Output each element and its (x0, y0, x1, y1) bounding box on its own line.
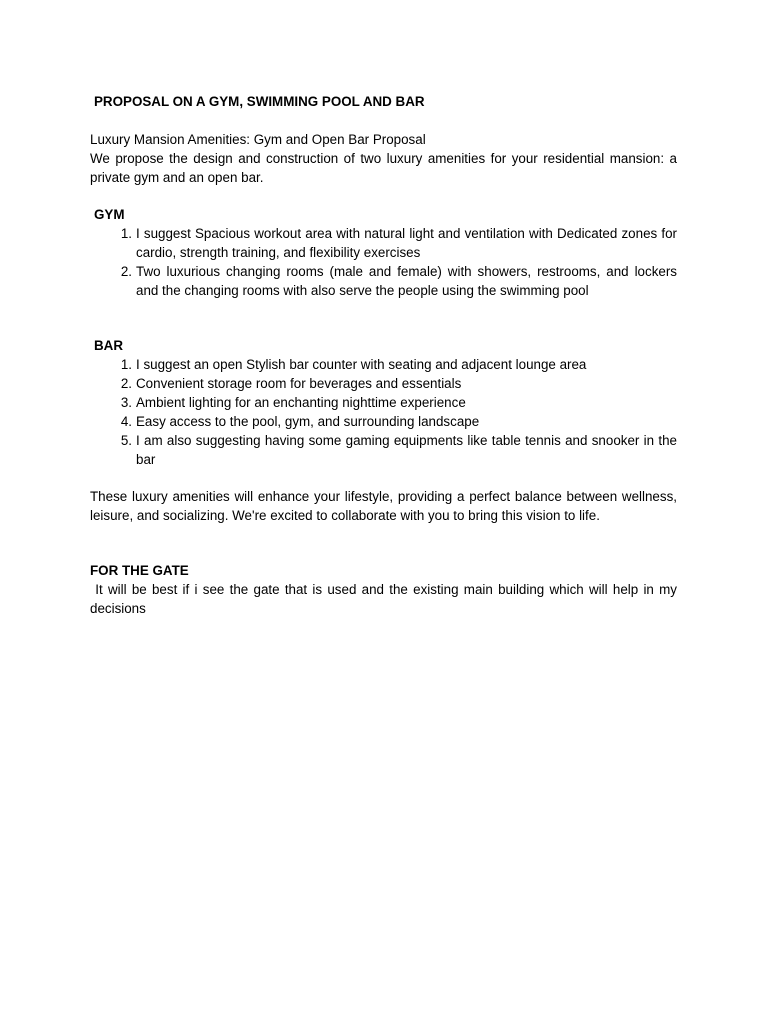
list-number: 3. (120, 395, 132, 410)
list-item (90, 374, 677, 393)
list-item (90, 393, 677, 412)
list-number: 5. (120, 433, 132, 448)
gate-paragraph: It will be best if i see the gate that is used and the existing main building which will help in my decisions (90, 582, 681, 616)
gym-heading: GYM (94, 207, 125, 222)
list-item-text: Easy access to the pool, gym, and surrounding landscape (136, 414, 480, 429)
intro-paragraph: We propose the design and construction of two luxury amenities for your residential mansion: a private gym and an open bar. (90, 151, 677, 185)
list-number: 1. (120, 226, 132, 241)
list-item-text: I suggest an open Stylish bar counter with seating and adjacent lounge area (136, 357, 587, 372)
list-item-text: I am also suggesting having some gaming equipments like table tennis and snooker in the bar (136, 433, 677, 467)
list-item-text: I suggest Spacious workout area with natural light and ventilation with Dedicated zones for cardio, strength training, and flexibility exercises (136, 226, 677, 260)
list-number: 2. (120, 376, 132, 391)
list-item (90, 262, 677, 300)
list-item-text: Two luxurious changing rooms (male and female) with showers, restrooms, and lockers and the changing rooms with also serve the people using the swimming pool (136, 264, 677, 298)
list-item-text: Ambient lighting for an enchanting nighttime experience (136, 395, 466, 410)
intro-section (90, 130, 677, 187)
list-item (90, 412, 677, 431)
list-number: 4. (120, 414, 132, 429)
gym-list (90, 224, 677, 300)
document-title: PROPOSAL ON A GYM, SWIMMING POOL AND BAR (94, 94, 425, 109)
list-item-text: Convenient storage room for beverages and essentials (136, 376, 462, 391)
document-subtitle: Luxury Mansion Amenities: Gym and Open Bar Proposal (90, 132, 426, 147)
list-item (90, 355, 677, 374)
bar-list (90, 355, 677, 469)
gate-heading: FOR THE GATE (90, 563, 189, 578)
list-number: 1. (120, 357, 132, 372)
list-number: 2. (120, 264, 132, 279)
list-item (90, 431, 677, 469)
list-item (90, 224, 677, 262)
closing-paragraph: These luxury amenities will enhance your lifestyle, providing a perfect balance between wellness, leisure, and socializing. We're excited to collaborate with you to bring this vision to life. (90, 489, 677, 523)
bar-heading: BAR (94, 338, 124, 353)
